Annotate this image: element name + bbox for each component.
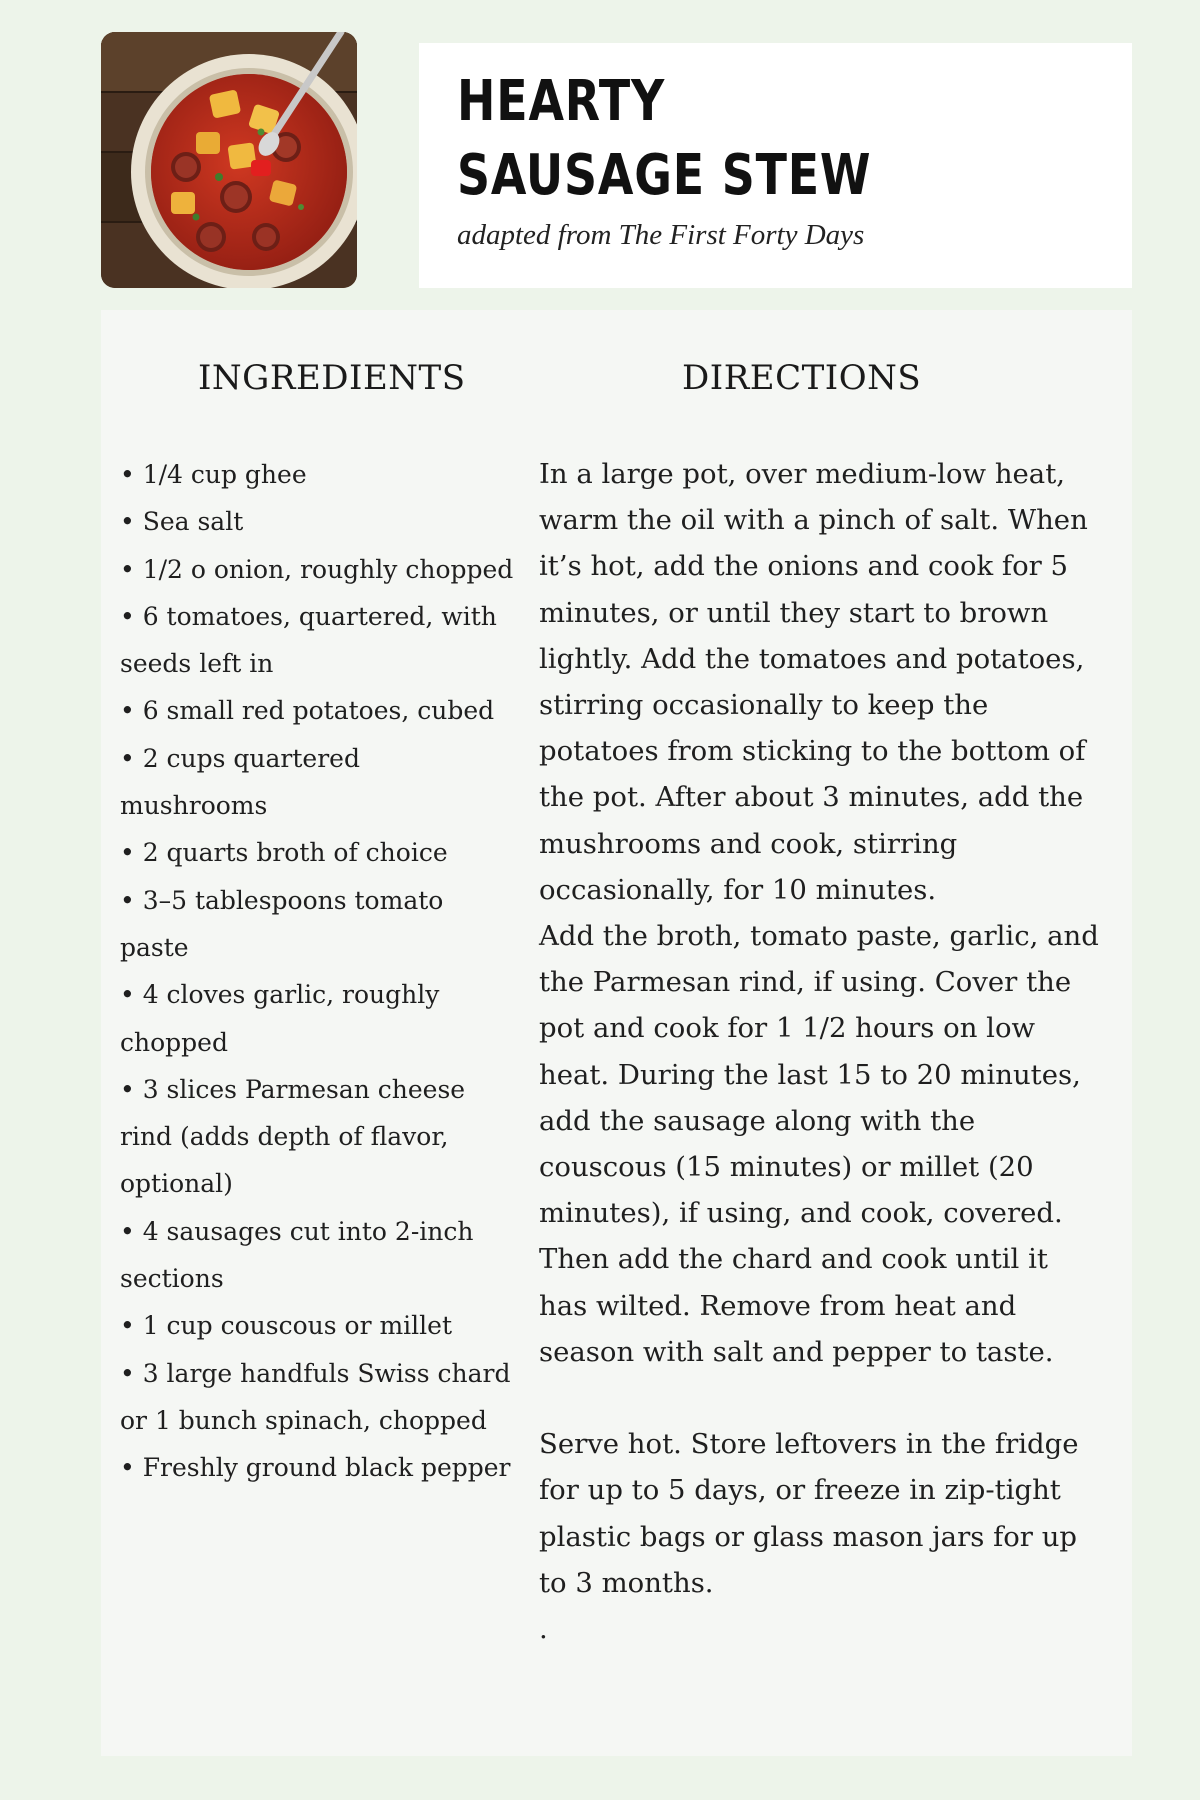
ingredient-item: • 3 slices Parmesan cheese rind (adds depth of flavor, optional) bbox=[120, 1074, 466, 1199]
directions-text bbox=[539, 451, 1099, 1652]
directions-paragraph: In a large pot, over medium-low heat, warm the oil with a pinch of salt. When it’s hot, add the onions and cook for 5 minutes, or until they start to brown lightly. Add the tomatoes and potatoes, stirring occasionally to keep the potatoes from sticking to the bottom of the pot. After about 3 minutes, add the mushrooms and cook, stirring occasionally, for 10 minutes. bbox=[539, 458, 1088, 906]
ingredients-list bbox=[120, 451, 515, 1492]
ingredient-item: • 1/2 o onion, roughly chopped bbox=[120, 554, 514, 584]
ingredient-item: • 6 tomatoes, quartered, with seeds left in bbox=[120, 601, 497, 679]
ingredient-item: • 4 sausages cut into 2-inch sections bbox=[120, 1216, 474, 1294]
directions-paragraph: Serve hot. Store leftovers in the fridge for up to 5 days, or freeze in zip-tight plastic bags or glass mason jars for up to 3 months. bbox=[539, 1428, 1079, 1599]
directions-heading: DIRECTIONS bbox=[682, 358, 922, 398]
ingredient-item: • 1/4 cup ghee bbox=[120, 460, 307, 489]
ingredient-item: • 3 large handfuls Swiss chard or 1 bunch spinach, chopped bbox=[120, 1358, 511, 1435]
ingredient-item: • 2 quarts broth of choice bbox=[120, 838, 448, 868]
recipe-card bbox=[101, 310, 1132, 1756]
ingredient-item: • Freshly ground black pepper bbox=[120, 1453, 511, 1483]
ingredient-item: • 1 cup couscous or millet bbox=[120, 1311, 452, 1341]
ingredient-item: • 4 cloves garlic, roughly chopped bbox=[120, 980, 440, 1057]
recipe-title: HEARTY SAUSAGE STEW bbox=[457, 69, 872, 208]
paragraph-spacer bbox=[539, 1375, 1099, 1421]
ingredients-heading: INGREDIENTS bbox=[198, 358, 466, 398]
ingredient-item: • 2 cups quartered mushrooms bbox=[120, 743, 360, 821]
ingredient-item: • 3–5 tablespoons tomato paste bbox=[120, 885, 444, 962]
stew-bowl-photo bbox=[101, 32, 357, 288]
directions-paragraph: Add the broth, tomato paste, garlic, and the Parmesan rind, if using. Cover the pot and cook for 1 1/2 hours on low heat. During the last 15 to 20 minutes, add the sausage along with the couscous (15 minutes) or millet (20 minutes), if using, and cook, covered. Then add the chard and cook until it has wilted. Remove from heat and season with salt and pepper to taste. bbox=[539, 920, 1099, 1368]
ingredient-item: • Sea salt bbox=[120, 507, 244, 537]
recipe-subtitle: adapted from The First Forty Days bbox=[457, 219, 865, 251]
ingredient-item: • 6 small red potatoes, cubed bbox=[120, 696, 495, 726]
directions-paragraph: . bbox=[539, 1613, 548, 1646]
title-card bbox=[419, 43, 1132, 288]
